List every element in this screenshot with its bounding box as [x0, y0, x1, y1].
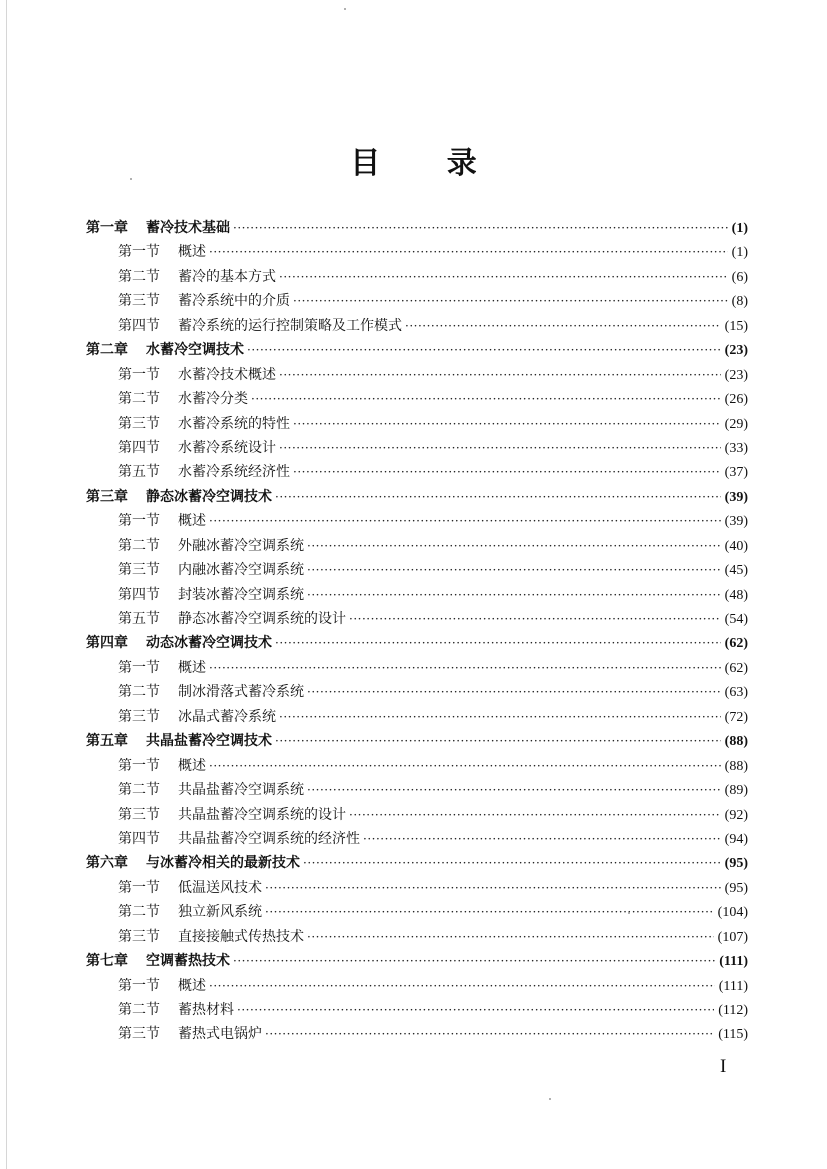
dot-leader: [265, 876, 721, 900]
toc-entry-title: 封装冰蓄冷空调系统: [178, 586, 304, 603]
toc-page-number: (6): [731, 269, 748, 285]
toc-entry-label: 第五节: [118, 464, 160, 481]
toc-entry-label: 第二节: [118, 904, 160, 921]
toc-section-row: [86, 1022, 748, 1046]
toc-section-row: [86, 240, 748, 264]
toc-section-row: [86, 974, 748, 998]
toc-entry-title: 概述: [178, 244, 206, 261]
toc-page-number: (104): [717, 905, 748, 921]
toc-entry-title: 概述: [178, 659, 206, 676]
toc-page-number: (23): [724, 343, 748, 359]
toc-entry-label: 第一节: [118, 244, 160, 261]
scan-speck: [130, 178, 132, 180]
toc-section-row: [86, 265, 748, 289]
toc-page-number: (62): [724, 636, 748, 652]
dot-leader: [307, 778, 721, 802]
toc-section-row: [86, 558, 748, 582]
toc-entry-label: 第三节: [118, 293, 160, 310]
toc-page-number: (29): [724, 416, 748, 432]
dot-leader: [303, 851, 721, 875]
scan-speck: [628, 912, 630, 914]
toc-chapter-row: [86, 338, 748, 362]
toc-section-row: [86, 803, 748, 827]
toc-entry-title: 共晶盐蓄冷空调技术: [146, 733, 272, 750]
toc-section-row: [86, 705, 748, 729]
toc-entry-title: 独立新风系统: [178, 904, 262, 921]
toc-section-row: [86, 925, 748, 949]
page-folio: I: [720, 1056, 727, 1077]
toc-entry-label: 第三章: [86, 488, 128, 505]
toc-entry-label: 第四节: [118, 439, 160, 456]
toc-entry-title: 蓄冷的基本方式: [178, 268, 276, 285]
toc-entry-label: 第一节: [118, 366, 160, 383]
dot-leader: [209, 974, 715, 998]
toc-page-number: (95): [724, 880, 748, 896]
dot-leader: [209, 509, 721, 533]
toc-page-number: (45): [724, 563, 748, 579]
toc-entry-title: 水蓄冷系统经济性: [178, 464, 290, 481]
toc-entry-title: 与冰蓄冷相关的最新技术: [146, 855, 300, 872]
dot-leader: [293, 460, 721, 484]
toc-entry-label: 第五章: [86, 733, 128, 750]
toc-section-row: [86, 460, 748, 484]
toc-page-number: (1): [731, 245, 748, 261]
dot-leader: [209, 656, 721, 680]
toc-chapter-row: [86, 631, 748, 655]
toc-entry-title: 共晶盐蓄冷空调系统的设计: [178, 806, 346, 823]
toc-section-row: [86, 436, 748, 460]
toc-entry-label: 第一节: [118, 757, 160, 774]
toc-entry-label: 第四节: [118, 317, 160, 334]
toc-section-row: [86, 412, 748, 436]
toc-entry-title: 静态冰蓄冷空调技术: [146, 488, 272, 505]
toc-entry-label: 第三节: [118, 928, 160, 945]
dot-leader: [363, 827, 721, 851]
toc-entry-title: 外融冰蓄冷空调系统: [178, 537, 304, 554]
dot-leader: [265, 900, 714, 924]
page-title: 目 录: [350, 146, 505, 181]
toc-section-row: [86, 680, 748, 704]
dot-leader: [349, 803, 721, 827]
toc-page-number: (92): [724, 807, 748, 823]
dot-leader: [233, 216, 728, 240]
dot-leader: [275, 631, 721, 655]
toc-entry-title: 概述: [178, 513, 206, 530]
toc-entry-title: 蓄热材料: [178, 1002, 234, 1018]
toc-entry-label: 第一节: [118, 659, 160, 676]
toc-entry-label: 第七章: [86, 953, 128, 970]
dot-leader: [405, 314, 721, 338]
toc-page-number: (89): [724, 783, 748, 799]
toc-page-number: (54): [724, 612, 748, 627]
toc-entry-label: 第二章: [86, 342, 128, 359]
toc-entry-label: 第三节: [118, 415, 160, 432]
dot-leader: [251, 387, 721, 411]
toc-entry-title: 共晶盐蓄冷空调系统: [178, 782, 304, 799]
toc-entry-title: 水蓄冷空调技术: [146, 342, 244, 359]
toc-section-row: [86, 900, 748, 924]
toc-page-number: (15): [724, 318, 748, 334]
toc-entry-title: 动态冰蓄冷空调技术: [146, 635, 272, 652]
toc-entry-label: 第一章: [86, 220, 128, 236]
toc-page-number: (26): [724, 392, 748, 408]
toc-page-number: (88): [724, 734, 748, 750]
toc-entry-label: 第四节: [118, 830, 160, 847]
dot-leader: [307, 534, 721, 558]
toc-entry-label: 第二节: [118, 268, 160, 285]
toc-chapter-row: [86, 216, 748, 240]
dot-leader: [279, 705, 721, 729]
toc-entry-label: 第三节: [118, 806, 160, 823]
dot-leader: [307, 680, 721, 704]
dot-leader: [307, 925, 714, 949]
toc-page-number: (40): [724, 538, 748, 554]
dot-leader: [279, 436, 721, 460]
toc-page-number: (48): [724, 587, 748, 603]
toc-entry-title: 空调蓄热技术: [146, 953, 230, 970]
toc-page-number: (95): [724, 856, 748, 872]
toc-entry-title: 蓄冷系统的运行控制策略及工作模式: [178, 317, 402, 334]
toc-entry-title: 水蓄冷系统的特性: [178, 415, 290, 432]
table-of-contents: [86, 216, 748, 1047]
toc-page-number: (8): [731, 294, 748, 310]
toc-page-number: (23): [724, 367, 748, 383]
toc-entry-label: 第一节: [118, 513, 160, 530]
toc-entry-title: 低温送风技术: [178, 879, 262, 896]
toc-entry-label: 第二节: [118, 391, 160, 408]
toc-page-number: (107): [717, 929, 748, 945]
toc-section-row: [86, 607, 748, 631]
toc-page-number: (115): [718, 1027, 748, 1043]
dot-leader: [233, 949, 715, 973]
toc-section-row: [86, 876, 748, 900]
toc-entry-title: 静态冰蓄冷空调系统的设计: [178, 611, 346, 627]
toc-entry-title: 共晶盐蓄冷空调系统的经济性: [178, 830, 360, 847]
toc-entry-label: 第四节: [118, 586, 160, 603]
toc-section-row: [86, 778, 748, 802]
toc-entry-label: 第二节: [118, 537, 160, 554]
toc-entry-label: 第六章: [86, 855, 128, 872]
toc-section-row: [86, 387, 748, 411]
toc-section-row: [86, 583, 748, 607]
dot-leader: [349, 607, 721, 631]
toc-chapter-row: [86, 949, 748, 973]
toc-section-row: [86, 534, 748, 558]
toc-entry-label: 第一节: [118, 879, 160, 896]
toc-page-number: (33): [724, 440, 748, 456]
toc-page-number: (72): [724, 709, 748, 725]
toc-chapter-row: [86, 851, 748, 875]
toc-section-row: [86, 998, 748, 1022]
dot-leader: [275, 729, 721, 753]
toc-entry-title: 内融冰蓄冷空调系统: [178, 562, 304, 579]
dot-leader: [279, 265, 728, 289]
toc-page-number: (112): [718, 1003, 748, 1018]
dot-leader: [279, 363, 721, 387]
toc-page-number: (94): [724, 831, 748, 847]
dot-leader: [293, 289, 728, 313]
dot-leader: [307, 583, 721, 607]
toc-entry-title: 蓄冷系统中的介质: [178, 293, 290, 310]
toc-page-number: (111): [719, 954, 748, 970]
dot-leader: [265, 1022, 714, 1046]
toc-page-number: (88): [724, 758, 748, 774]
toc-page-number: (37): [724, 465, 748, 481]
toc-page-number: (63): [724, 685, 748, 701]
toc-page-number: (62): [724, 660, 748, 676]
toc-section-row: [86, 827, 748, 851]
toc-page-number: (111): [718, 978, 748, 994]
toc-chapter-row: [86, 485, 748, 509]
toc-entry-label: 第三节: [118, 708, 160, 725]
toc-section-row: [86, 363, 748, 387]
toc-entry-title: 水蓄冷技术概述: [178, 366, 276, 383]
toc-entry-title: 概述: [178, 977, 206, 994]
toc-entry-label: 第二节: [118, 782, 160, 799]
toc-section-row: [86, 314, 748, 338]
toc-entry-label: 第三节: [118, 562, 160, 579]
dot-leader: [293, 412, 721, 436]
toc-entry-title: 水蓄冷系统设计: [178, 439, 276, 456]
toc-entry-title: 冰晶式蓄冷系统: [178, 708, 276, 725]
toc-entry-label: 第一节: [118, 977, 160, 994]
toc-chapter-row: [86, 729, 748, 753]
dot-leader: [247, 338, 721, 362]
toc-entry-label: 第五节: [118, 611, 160, 627]
toc-section-row: [86, 754, 748, 778]
toc-entry-title: 水蓄冷分类: [178, 391, 248, 408]
toc-entry-label: 第二节: [118, 1002, 160, 1018]
toc-page-number: (39): [724, 489, 748, 505]
toc-page-number: (1): [731, 221, 748, 236]
toc-section-row: [86, 656, 748, 680]
toc-entry-title: 蓄冷技术基础: [146, 220, 230, 236]
dot-leader: [209, 754, 721, 778]
toc-entry-label: 第四章: [86, 635, 128, 652]
toc-entry-label: 第二节: [118, 684, 160, 701]
toc-entry-title: 制冰滑落式蓄冷系统: [178, 684, 304, 701]
scan-speck: [344, 8, 346, 10]
toc-entry-label: 第三节: [118, 1026, 160, 1043]
toc-entry-title: 蓄热式电锅炉: [178, 1026, 262, 1043]
toc-entry-title: 直接接触式传热技术: [178, 928, 304, 945]
dot-leader: [307, 558, 721, 582]
toc-section-row: [86, 289, 748, 313]
toc-section-row: [86, 509, 748, 533]
dot-leader: [275, 485, 721, 509]
toc-page-number: (39): [724, 514, 748, 530]
toc-entry-title: 概述: [178, 757, 206, 774]
dot-leader: [237, 998, 714, 1022]
dot-leader: [209, 240, 728, 264]
scan-speck: [549, 1098, 551, 1100]
